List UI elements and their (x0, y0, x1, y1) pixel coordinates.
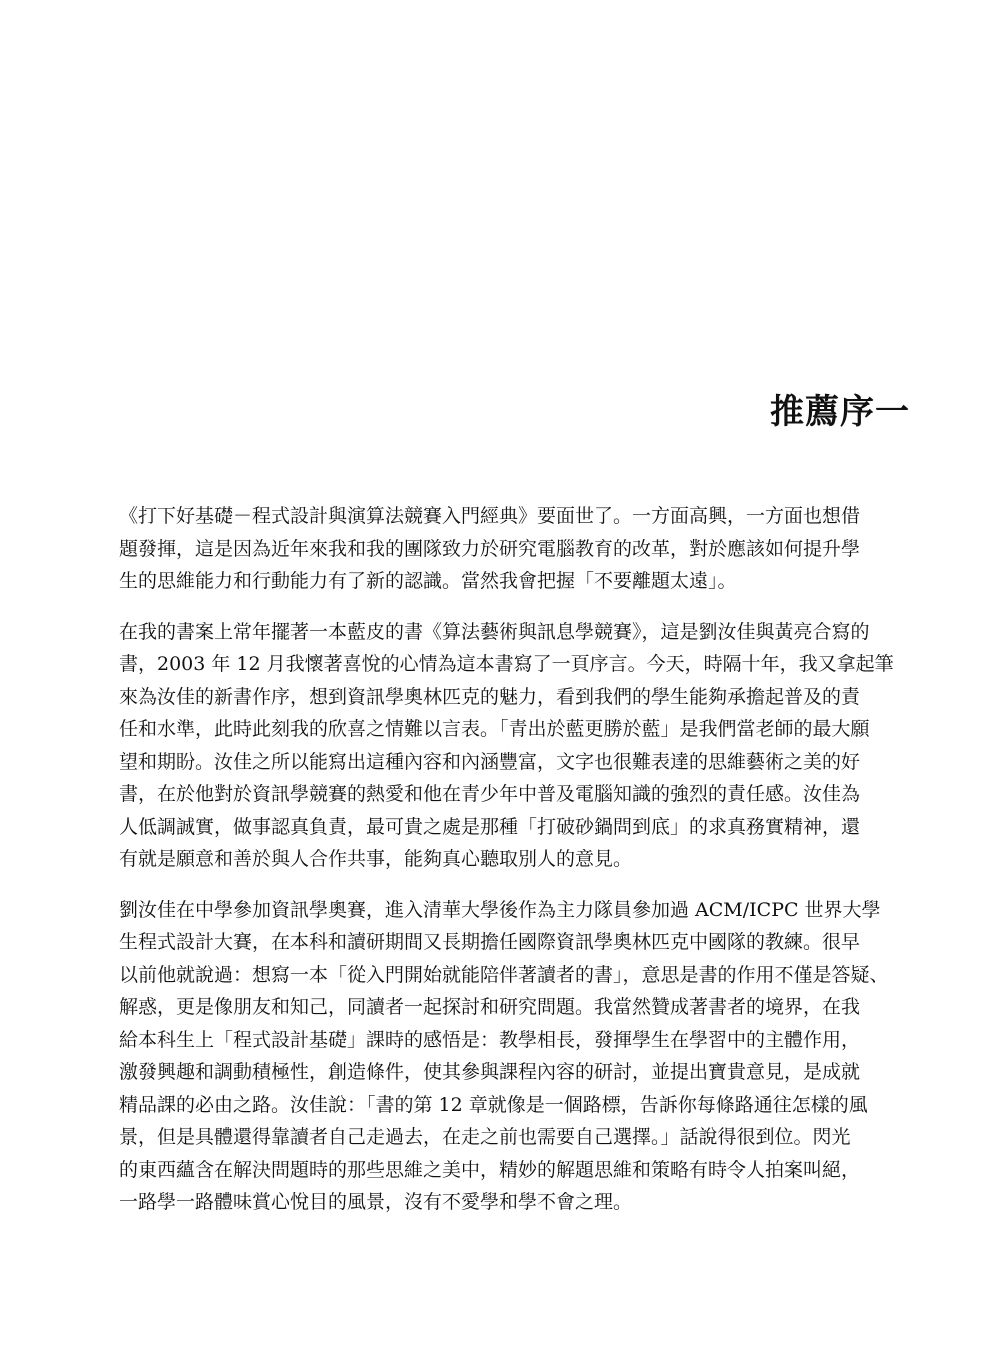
body-text (119, 500, 911, 1237)
paragraph-1: 《打下好基礎－程式設計與演算法競賽入門經典》要面世了。一方面高興，一方面也想借 題發揮，這是因為近年來我和我的團隊致力於研究電腦教育的改革，對於應該如何提升學 生的思維能力和行動能力有了新的認識。當然我會把握「不要離題太遠」。 (119, 505, 861, 592)
paragraph-3: 劉汝佳在中學參加資訊學奧賽，進入清華大學後作為主力隊員參加過 ACM/ICPC 世界大學 生程式設計大賽，在本科和讀研期間又長期擔任國際資訊學奧林匹克中國隊的教練。很早 以前他就說過：想寫一本「從入門開始就能陪伴著讀者的書」，意思是書的作用不僅是答疑、 解惑，更是像朋友和知己，同讀者一起探討和研究問題。我當然贊成著書者的境界，在我 給本科生上「程式設計基礎」課時的感悟是：教學相長，發揮學生在學習中的主體作用， 激發興趣和調動積極性，創造條件，使其參與課程內容的研討，並提出寶貴意見，是成就 精品課的必由之路。汝佳說：「書的第 12 章就像是一個路標，告訴你每條路通往怎樣的風 景，但是具體還得靠讀者自己走過去，在走之前也需要自己選擇。」話說得很到位。閃光 的東西蘊含在解決問題時的那些思維之美中，精妙的解題思維和策略有時令人拍案叫絕， 一路學一路體味賞心悅目的風景，沒有不愛學和學不會之理。 (119, 898, 889, 1213)
page-title: 推薦序一 (770, 392, 910, 432)
paragraph-2: 在我的書案上常年擺著一本藍皮的書《算法藝術與訊息學競賽》，這是劉汝佳與黃亮合寫的 書，2003 年 12 月我懷著喜悅的心情為這本書寫了一頁序言。今天，時隔十年，我又拿起筆 來為汝佳的新書作序，想到資訊學奧林匹克的魅力，看到我們的學生能夠承擔起普及的責 任和水準，此時此刻我的欣喜之情難以言表。「青出於藍更勝於藍」是我們當老師的最大願 望和期盼。汝佳之所以能寫出這種內容和內涵豐富，文字也很難表達的思維藝術之美的好 書，在於他對於資訊學競賽的熱愛和他在青少年中普及電腦知識的強烈的責任感。汝佳為 人低調誠實，做事認真負責，最可貴之處是那種「打破砂鍋問到底」的求真務實精神，還 有就是願意和善於與人合作共事，能夠真心聽取別人的意見。 (119, 620, 894, 870)
